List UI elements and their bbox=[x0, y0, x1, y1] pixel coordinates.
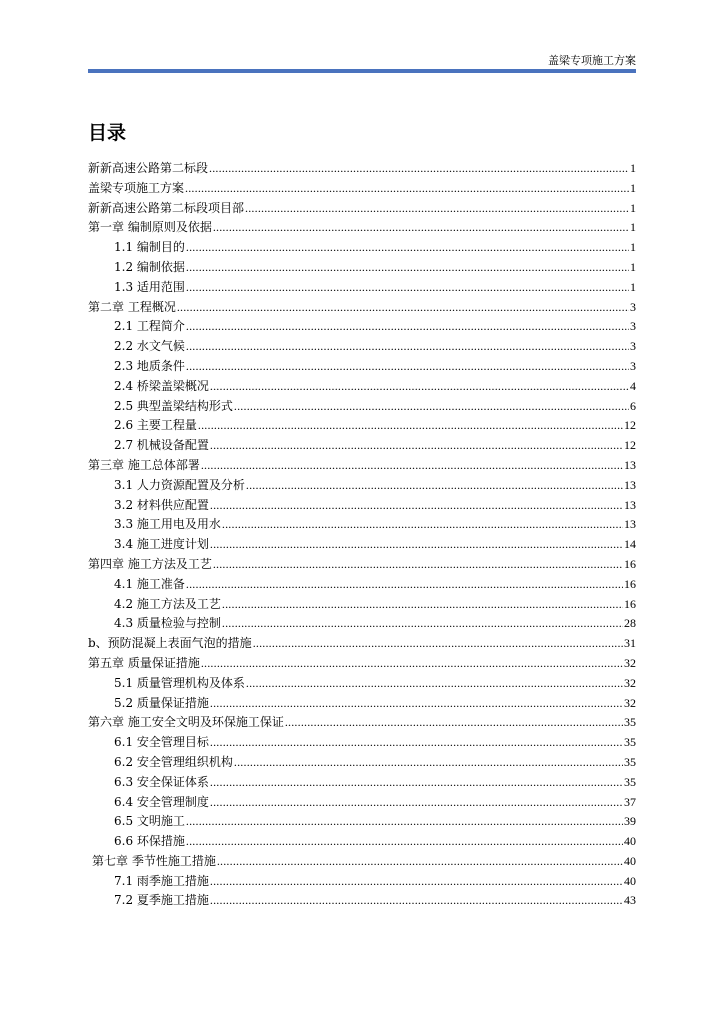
toc-entry-title: 第一章 编制原则及依据 bbox=[88, 220, 212, 235]
toc-entry-title: 第七章 季节性施工措施 bbox=[92, 853, 216, 868]
toc-entry[interactable] bbox=[88, 258, 636, 278]
toc-entry[interactable] bbox=[88, 159, 636, 179]
toc-entry-page: 1 bbox=[630, 279, 636, 294]
toc-entry-page: 13 bbox=[624, 477, 636, 492]
toc-entry-page: 1 bbox=[630, 259, 636, 274]
toc-entry-page: 40 bbox=[624, 834, 636, 849]
toc-entry[interactable] bbox=[88, 793, 636, 813]
toc-entry-title: 5.2 质量保证措施 bbox=[114, 695, 209, 710]
toc-entry-page: 13 bbox=[624, 497, 636, 512]
toc-entry-title: 4.1 施工准备 bbox=[114, 576, 185, 591]
toc-entry-title: 5.1 质量管理机构及体系 bbox=[114, 675, 245, 690]
toc-entry-page: 12 bbox=[624, 418, 636, 433]
toc-dot-leader bbox=[209, 159, 629, 179]
toc-entry-page: 32 bbox=[624, 695, 636, 710]
toc-dot-leader bbox=[186, 357, 629, 377]
toc-dot-leader bbox=[210, 496, 623, 516]
toc-entry-title: 新新高速公路第二标段项目部 bbox=[88, 200, 245, 215]
toc-entry[interactable] bbox=[88, 377, 636, 397]
toc-entry[interactable] bbox=[88, 298, 636, 318]
toc-dot-leader bbox=[198, 416, 623, 436]
toc-entry-page: 1 bbox=[630, 161, 636, 175]
toc-entry[interactable] bbox=[88, 614, 636, 634]
toc-entry-title: 盖梁专项施工方案 bbox=[88, 180, 185, 195]
toc-entry[interactable] bbox=[88, 674, 636, 694]
toc-dot-leader bbox=[186, 337, 629, 357]
toc-entry-page: 1 bbox=[630, 200, 636, 215]
toc-entry-page: 39 bbox=[624, 814, 636, 829]
toc-entry[interactable] bbox=[88, 515, 636, 535]
toc-entry-title: 2.6 主要工程量 bbox=[114, 418, 197, 433]
toc-entry-page: 13 bbox=[624, 517, 636, 532]
toc-entry-title: 7.2 夏季施工措施 bbox=[114, 893, 209, 908]
toc-dot-leader bbox=[186, 278, 629, 298]
toc-entry[interactable] bbox=[88, 773, 636, 793]
toc-dot-leader bbox=[246, 674, 623, 694]
toc-entry-title: 6.2 安全管理组织机构 bbox=[114, 754, 233, 769]
toc-entry[interactable] bbox=[88, 476, 636, 496]
toc-dot-leader bbox=[210, 694, 623, 714]
toc-entry-page: 32 bbox=[624, 655, 636, 670]
toc-entry-page: 35 bbox=[624, 735, 636, 750]
toc-dot-leader bbox=[186, 258, 629, 278]
toc-entry-page: 14 bbox=[624, 537, 636, 552]
toc-entry[interactable] bbox=[88, 535, 636, 555]
toc-dot-leader bbox=[210, 733, 623, 753]
toc-entry-title: 6.3 安全保证体系 bbox=[114, 774, 209, 789]
toc-entry[interactable] bbox=[88, 218, 636, 238]
toc-entry-page: 35 bbox=[624, 774, 636, 789]
toc-dot-leader bbox=[245, 199, 629, 219]
toc-dot-leader bbox=[201, 654, 623, 674]
toc-entry-title: 3.4 施工进度计划 bbox=[114, 537, 209, 552]
toc-dot-leader bbox=[210, 872, 623, 892]
toc-entry[interactable] bbox=[88, 199, 636, 219]
header-rule bbox=[88, 69, 636, 73]
toc-dot-leader bbox=[210, 377, 629, 397]
toc-entry[interactable] bbox=[88, 595, 636, 615]
toc-entry-title: 6.4 安全管理制度 bbox=[114, 794, 209, 809]
toc-entry[interactable] bbox=[88, 179, 636, 199]
toc-entry-page: 35 bbox=[624, 754, 636, 769]
toc-entry-title: 第五章 质量保证措施 bbox=[88, 655, 200, 670]
toc-entry-title: 2.2 水文气候 bbox=[114, 339, 185, 354]
toc-dot-leader bbox=[246, 476, 623, 496]
toc-entry-title: 2.5 典型盖梁结构形式 bbox=[114, 398, 233, 413]
toc-entry-page: 40 bbox=[624, 853, 636, 868]
toc-entry[interactable] bbox=[88, 575, 636, 595]
toc-entry-page: 43 bbox=[624, 893, 636, 908]
toc-entry-page: 28 bbox=[624, 616, 636, 631]
toc-dot-leader bbox=[201, 456, 623, 476]
toc-dot-leader bbox=[210, 535, 623, 555]
toc-entry[interactable] bbox=[88, 852, 636, 872]
toc-entry-page: 13 bbox=[624, 457, 636, 472]
toc-entry-page: 16 bbox=[624, 596, 636, 611]
toc-dot-leader bbox=[285, 713, 623, 733]
toc-dot-leader bbox=[210, 773, 623, 793]
toc-entry[interactable] bbox=[88, 456, 636, 476]
toc-dot-leader bbox=[186, 575, 623, 595]
toc-entry-page: 16 bbox=[624, 556, 636, 571]
toc-entry-page: 6 bbox=[630, 398, 636, 413]
toc-entry-title: 3.2 材料供应配置 bbox=[114, 497, 209, 512]
toc-dot-leader bbox=[217, 852, 623, 872]
toc-entry-title: b、预防混凝上表面气泡的措施 bbox=[88, 636, 252, 651]
toc-dot-leader bbox=[210, 436, 623, 456]
toc-entry-page: 12 bbox=[624, 438, 636, 453]
toc-dot-leader bbox=[234, 397, 629, 417]
toc-entry-title: 3.1 人力资源配置及分析 bbox=[114, 477, 245, 492]
header-title: 盖梁专项施工方案 bbox=[548, 54, 636, 67]
toc-entry-title: 7.1 雨季施工措施 bbox=[114, 873, 209, 888]
toc-entry[interactable] bbox=[88, 317, 636, 337]
toc-entry[interactable] bbox=[88, 753, 636, 773]
toc-entry[interactable] bbox=[88, 397, 636, 417]
toc-entry-title: 1.2 编制依据 bbox=[114, 259, 185, 274]
toc-entry[interactable] bbox=[88, 337, 636, 357]
toc-entry-title: 2.1 工程简介 bbox=[114, 319, 185, 334]
toc-entry-title: 6.1 安全管理目标 bbox=[114, 735, 209, 750]
toc-dot-leader bbox=[222, 614, 623, 634]
toc-dot-leader bbox=[234, 753, 623, 773]
toc-entry-page: 32 bbox=[624, 675, 636, 690]
toc-dot-leader bbox=[185, 179, 629, 199]
toc-dot-leader bbox=[186, 812, 623, 832]
toc-entry-title: 6.5 文明施工 bbox=[114, 814, 185, 829]
toc-entry-title: 第二章 工程概况 bbox=[88, 299, 176, 314]
toc-dot-leader bbox=[253, 634, 623, 654]
toc-entry[interactable] bbox=[88, 733, 636, 753]
toc-entry[interactable] bbox=[88, 496, 636, 516]
toc-entry-page: 4 bbox=[630, 378, 636, 393]
toc-entry[interactable] bbox=[88, 436, 636, 456]
toc-entry[interactable] bbox=[88, 357, 636, 377]
toc-entry[interactable] bbox=[88, 694, 636, 714]
toc-entry[interactable] bbox=[88, 278, 636, 298]
toc-entry-page: 35 bbox=[624, 715, 636, 730]
toc-entry-title: 1.3 适用范围 bbox=[114, 279, 185, 294]
toc-entry-title: 2.3 地质条件 bbox=[114, 358, 185, 373]
toc-dot-leader bbox=[177, 298, 629, 318]
toc-dot-leader bbox=[213, 555, 623, 575]
toc-entry-title: 新新高速公路第二标段 bbox=[88, 161, 209, 175]
toc-entry-page: 40 bbox=[624, 873, 636, 888]
toc-heading: 目录 bbox=[88, 122, 127, 144]
toc-entry-title: 4.3 质量检验与控制 bbox=[114, 616, 221, 631]
toc-entry-title: 第四章 施工方法及工艺 bbox=[88, 556, 212, 571]
toc-entry-title: 2.4 桥梁盖梁概况 bbox=[114, 378, 209, 393]
toc-dot-leader bbox=[210, 793, 623, 813]
toc-entry-title: 1.1 编制目的 bbox=[114, 240, 185, 255]
toc-entry[interactable] bbox=[88, 832, 636, 852]
toc-entry-title: 第六章 施工安全文明及环保施工保证 bbox=[88, 715, 284, 730]
toc-dot-leader bbox=[222, 515, 623, 535]
toc-entry-page: 1 bbox=[630, 180, 636, 195]
toc-entry-title: 6.6 环保措施 bbox=[114, 834, 185, 849]
toc-entry-title: 3.3 施工用电及用水 bbox=[114, 517, 221, 532]
toc-entry[interactable] bbox=[88, 872, 636, 892]
toc-dot-leader bbox=[213, 218, 629, 238]
toc-entry[interactable] bbox=[88, 238, 636, 258]
toc-dot-leader bbox=[210, 891, 623, 911]
toc-entry[interactable] bbox=[88, 891, 636, 911]
toc-entry-page: 31 bbox=[624, 636, 636, 651]
toc-entry-title: 2.7 机械设备配置 bbox=[114, 438, 209, 453]
toc-entry[interactable] bbox=[88, 634, 636, 654]
toc-entry[interactable] bbox=[88, 654, 636, 674]
toc-entry[interactable] bbox=[88, 416, 636, 436]
toc-entry-page: 3 bbox=[630, 299, 636, 314]
toc-dot-leader bbox=[186, 832, 623, 852]
toc-entry[interactable] bbox=[88, 812, 636, 832]
toc-entry-page: 16 bbox=[624, 576, 636, 591]
toc-entry[interactable] bbox=[88, 713, 636, 733]
toc-entry-title: 4.2 施工方法及工艺 bbox=[114, 596, 221, 611]
toc-entry-page: 3 bbox=[630, 339, 636, 354]
toc-entry[interactable] bbox=[88, 555, 636, 575]
toc-entry-page: 3 bbox=[630, 319, 636, 334]
toc-entry-title: 第三章 施工总体部署 bbox=[88, 457, 200, 472]
toc-list bbox=[88, 159, 636, 911]
toc-entry-page: 1 bbox=[630, 220, 636, 235]
toc-entry-page: 1 bbox=[630, 240, 636, 255]
toc-entry-page: 3 bbox=[630, 358, 636, 373]
toc-dot-leader bbox=[222, 595, 623, 615]
toc-entry-page: 37 bbox=[624, 794, 636, 809]
toc-dot-leader bbox=[186, 238, 629, 258]
toc-dot-leader bbox=[186, 317, 629, 337]
